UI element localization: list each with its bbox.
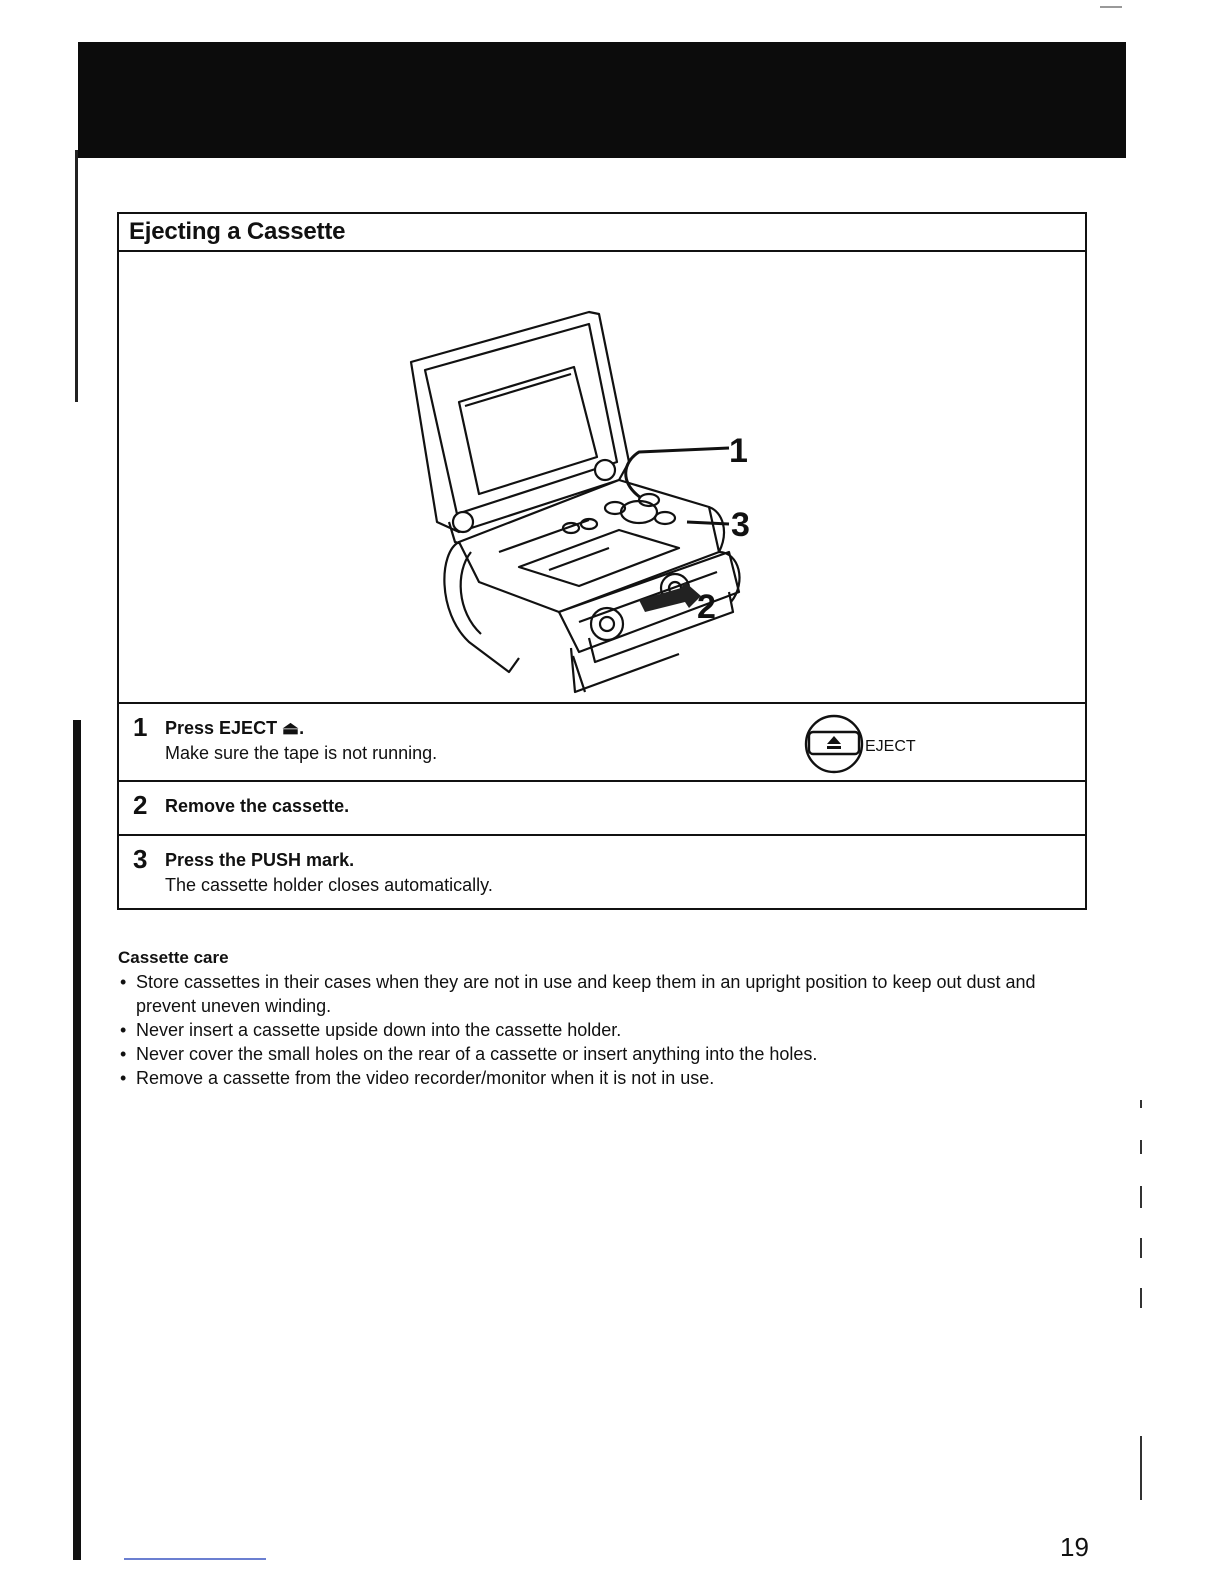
edge-mark: [1100, 6, 1122, 8]
step-description: Make sure the tape is not running.: [165, 743, 438, 763]
left-margin-rule: [75, 150, 78, 402]
list-item: • Never insert a cassette upside down into the cassette holder.: [118, 1018, 1098, 1042]
step-3: [119, 836, 1085, 908]
step-number: 3: [133, 844, 148, 874]
section-title: Ejecting a Cassette: [119, 214, 1085, 252]
step-number: 2: [133, 790, 148, 820]
step-title: Press the PUSH mark.: [165, 850, 355, 870]
care-list: [118, 970, 1098, 1090]
care-title: Cassette care: [118, 948, 229, 967]
callout-1: 1: [729, 432, 748, 470]
step-description: The cassette holder closes automatically.: [165, 875, 493, 895]
step-number: 1: [133, 712, 148, 742]
eject-label: EJECT: [865, 738, 916, 755]
step-title: Remove the cassette.: [165, 796, 350, 816]
list-item: • Never cover the small holes on the rear of a cassette or insert anything into the holes.: [118, 1042, 1098, 1066]
header-bar: [78, 42, 1126, 158]
left-margin-rule-lower: [73, 720, 81, 1560]
callout-2: 2: [697, 588, 716, 626]
device-illustration: [119, 252, 1085, 704]
eject-section: [117, 212, 1087, 910]
step-1: [119, 704, 1085, 782]
list-item: • Remove a cassette from the video recorder/monitor when it is not in use.: [118, 1066, 1098, 1090]
step-2: [119, 782, 1085, 836]
cassette-care-notes: [118, 946, 1098, 1090]
list-item: • Store cassettes in their cases when they are not in use and keep them in an upright position to keep out dust and prevent uneven winding.: [118, 970, 1098, 1018]
step-title: Press EJECT ⏏.: [165, 718, 305, 738]
page-number: 19: [1060, 1532, 1089, 1562]
bottom-rule: [124, 1558, 266, 1560]
callout-3: 3: [731, 506, 750, 544]
video-recorder-drawing: [119, 252, 1085, 702]
